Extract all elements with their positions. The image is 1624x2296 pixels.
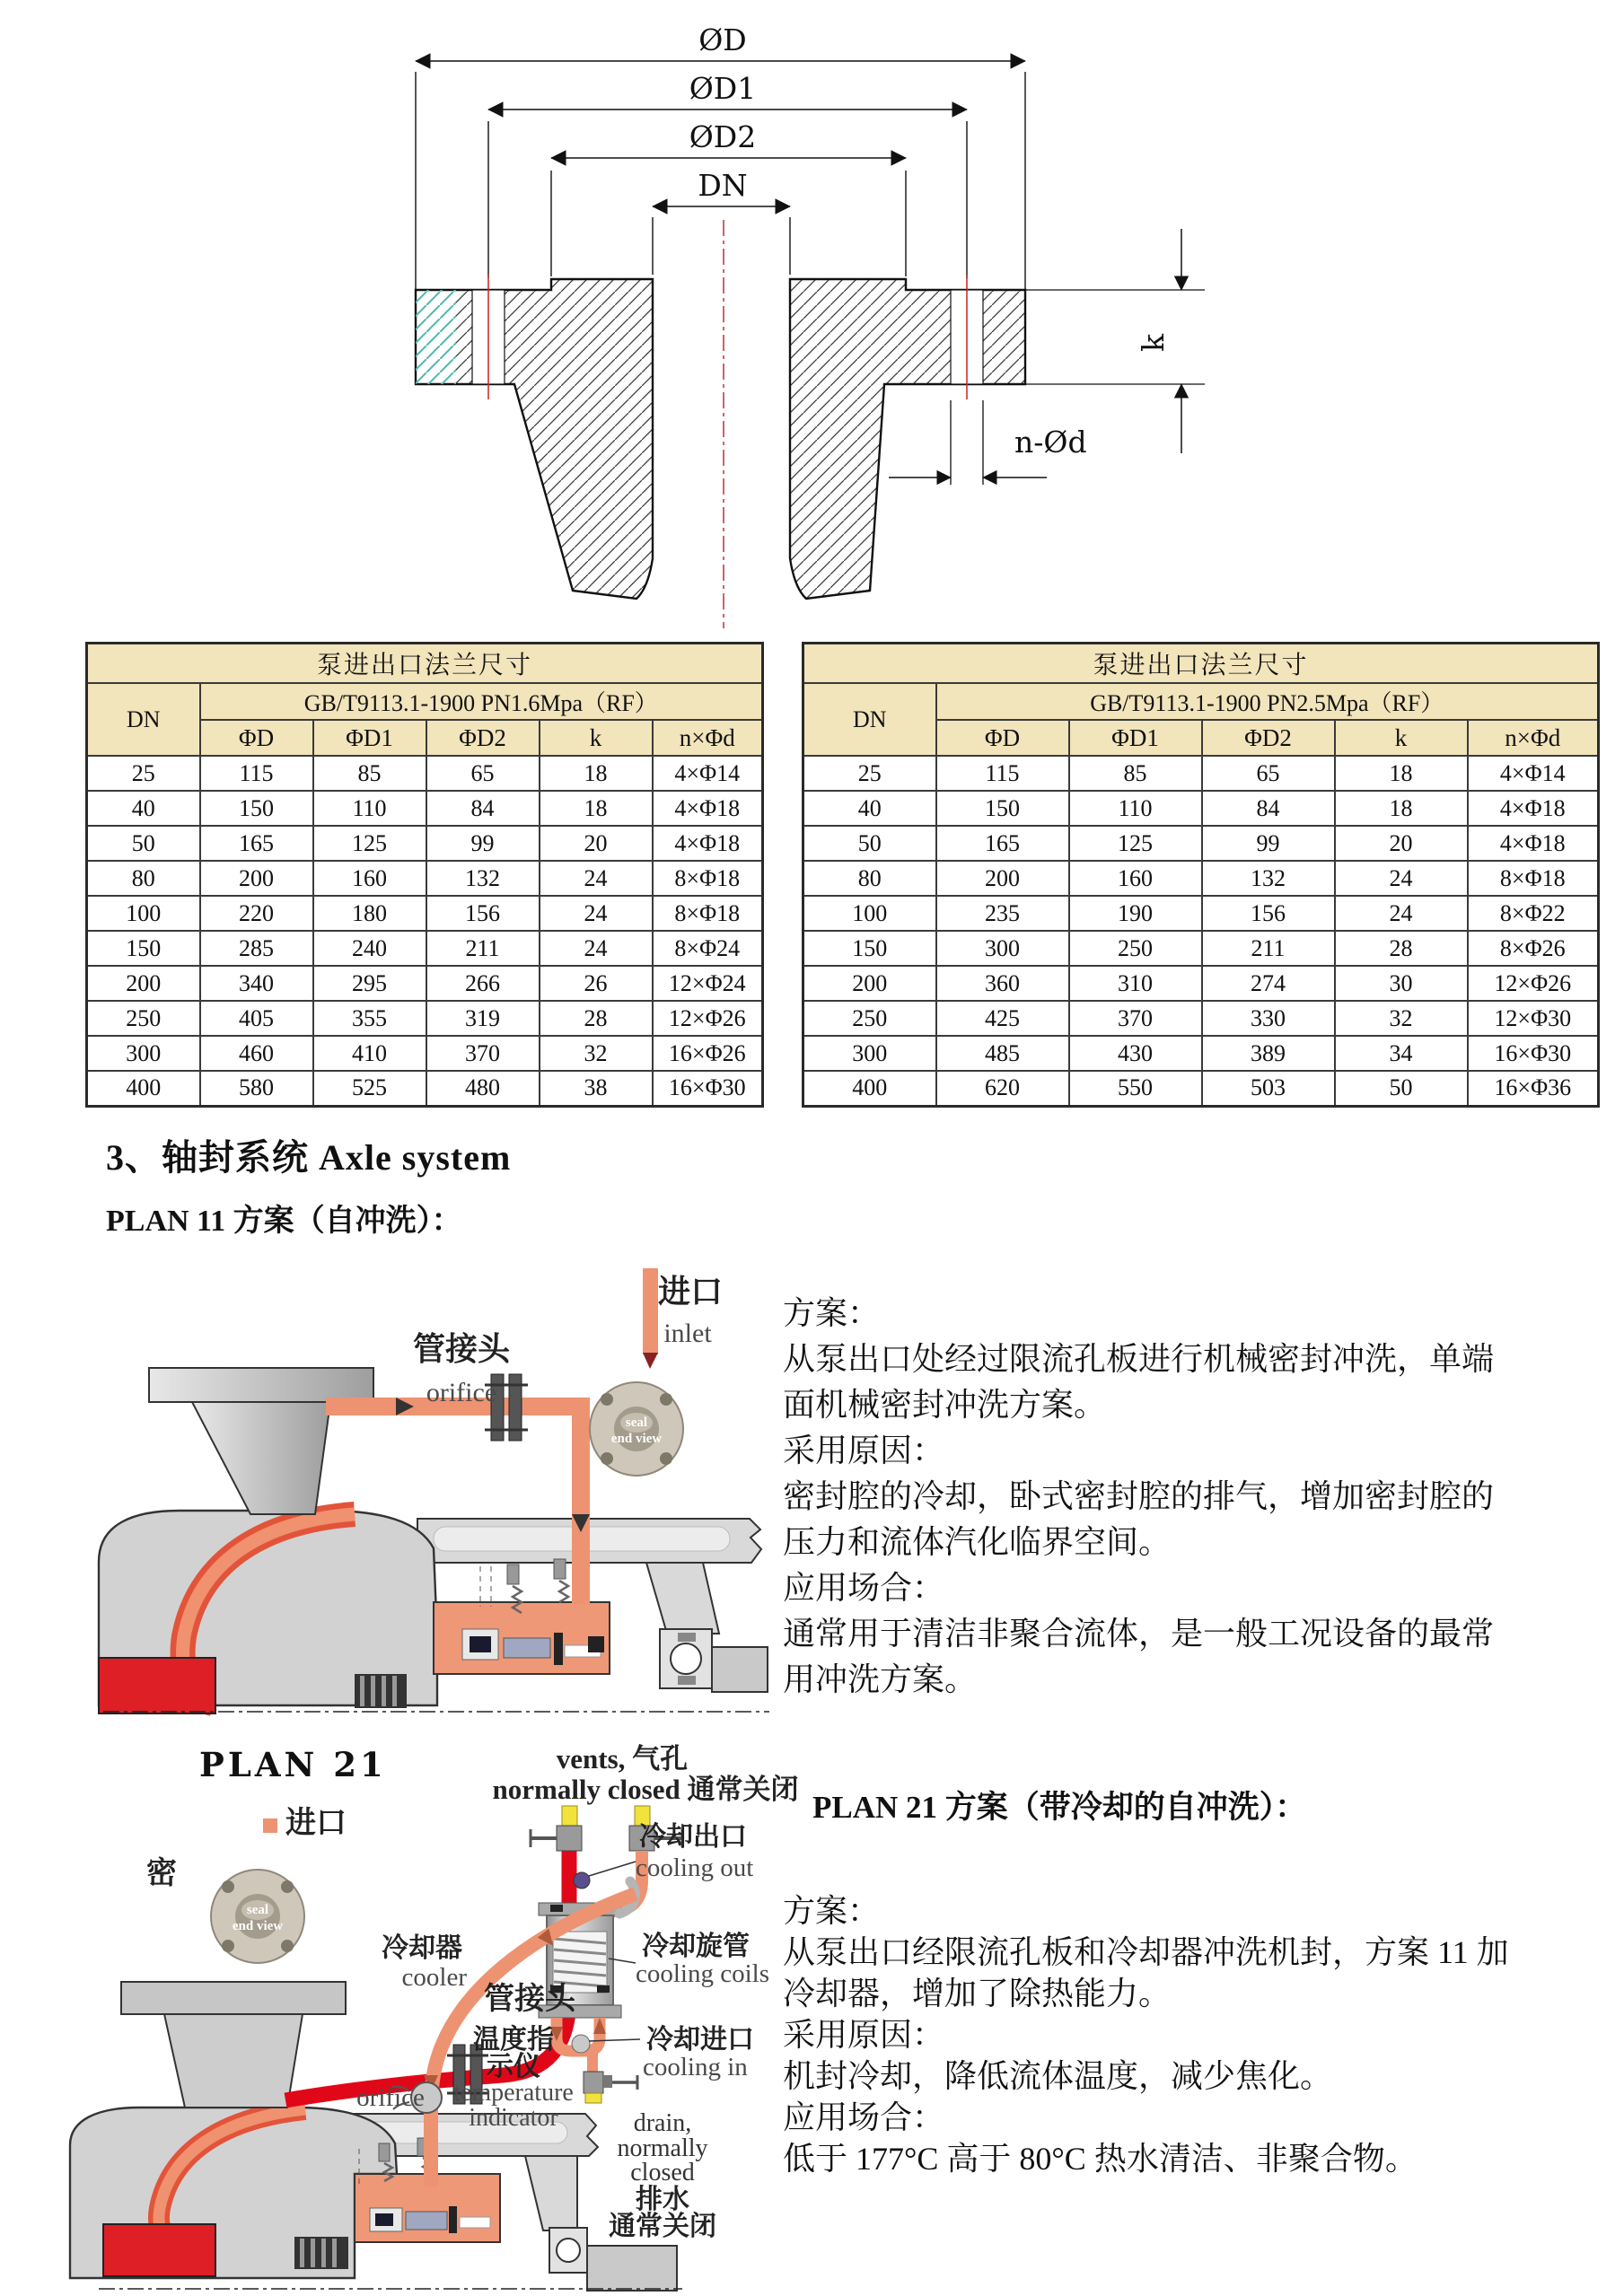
table-cell: 20	[1335, 826, 1468, 861]
flange-table-pn16	[85, 642, 764, 1108]
table-cell: 235	[936, 896, 1069, 931]
table-row	[87, 861, 763, 896]
plan21-diagram	[54, 1737, 862, 2296]
coils-label-en: cooling coils	[636, 1959, 770, 1988]
plan21-caption: PLAN 21	[199, 1745, 387, 1784]
table-cell: 28	[540, 1001, 653, 1036]
table-cell: 125	[313, 826, 426, 861]
dim-nod	[889, 400, 1087, 485]
table-row	[87, 896, 763, 931]
table-cell: 16×Φ30	[1468, 1036, 1599, 1071]
table-cell: 274	[1202, 966, 1335, 1001]
cooling-in-port	[572, 2035, 590, 2053]
temp-label-cn2: 示仪	[487, 2052, 540, 2081]
table-cell: 50	[87, 826, 200, 861]
table-row	[87, 931, 763, 966]
orifice-label: orifice	[356, 2083, 425, 2112]
inlet-nozzle	[149, 1368, 373, 1514]
table-cell: 18	[540, 791, 653, 826]
table-cell: 156	[1202, 896, 1335, 931]
table-cell: 85	[313, 756, 426, 791]
table-cell: 160	[1069, 861, 1202, 896]
drain-label-3: closed	[630, 2159, 695, 2186]
temp-label-en2: indicator	[469, 2104, 558, 2132]
table-cell: 410	[313, 1036, 426, 1071]
drain-label-1: drain,	[633, 2109, 692, 2137]
table-row	[803, 791, 1599, 826]
text-line: 从泵出口经限流孔板和冷却器冲洗机封，方案 11 加	[783, 1934, 1509, 1970]
table-cell: 165	[936, 826, 1069, 861]
table-cell: 211	[1202, 931, 1335, 966]
volute-red-block	[103, 2224, 215, 2276]
table-cell: 211	[426, 931, 540, 966]
table-row	[87, 1001, 763, 1036]
seal-label-1: seal	[625, 1415, 648, 1430]
table-cell: 132	[1202, 861, 1335, 896]
temp-label-cn1: 温度指	[473, 2025, 554, 2055]
table-cell: 25	[87, 756, 200, 791]
cooling-in-label-cn: 冷却进口	[646, 2025, 754, 2055]
table-cell: 200	[803, 966, 936, 1001]
table-row	[803, 1036, 1599, 1071]
table-cell: 295	[313, 966, 426, 1001]
bracket-leg	[525, 2156, 577, 2230]
table-cell: 80	[803, 861, 936, 896]
table-cell: 4×Φ18	[1468, 791, 1599, 826]
mi-label: 密	[146, 1857, 177, 1890]
plan11-title: PLAN 11 方案（自冲洗）：	[106, 1205, 462, 1238]
text-line: 通常用于清洁非聚合流体，是一般工况设备的最常	[783, 1616, 1495, 1652]
table-cell: 115	[200, 756, 313, 791]
table-cell: 389	[1202, 1036, 1335, 1071]
drain-label-4: 排水	[636, 2185, 689, 2214]
text-line: 密封腔的冷却，卧式密封腔的排气，增加密封腔的	[783, 1478, 1495, 1514]
inlet-pipe	[643, 1268, 658, 1354]
table-row	[803, 1071, 1599, 1106]
table-row	[87, 1036, 763, 1071]
table-cell: 160	[313, 861, 426, 896]
table-cell: 355	[313, 1001, 426, 1036]
table-cell: 115	[936, 756, 1069, 791]
vents-label-1: vents, 气孔	[556, 1743, 689, 1775]
table-cell: 20	[540, 826, 653, 861]
table-cell: 266	[426, 966, 540, 1001]
table-cell: 405	[200, 1001, 313, 1036]
table-row	[87, 826, 763, 861]
table-row	[803, 931, 1599, 966]
table-cell: 330	[1202, 1001, 1335, 1036]
table-cell: 370	[426, 1036, 540, 1071]
table-cell: 24	[540, 896, 653, 931]
dim-nod-label: n-Ød	[1014, 425, 1087, 460]
col-header: ΦD1	[1069, 720, 1202, 756]
dim-dn	[653, 168, 790, 275]
inlet-arrow	[643, 1353, 658, 1369]
table-cell: 400	[803, 1071, 936, 1106]
table-cell: 80	[87, 861, 200, 896]
text-line: 方案：	[783, 1893, 881, 1929]
col-header: ΦD2	[1202, 720, 1335, 756]
plan21-heading: PLAN 21 方案（带冷却的自冲洗）：	[812, 1790, 1307, 1825]
seal-end-view	[211, 1870, 304, 1963]
text-line: 压力和流体汽化临界空间。	[783, 1524, 1172, 1560]
table-cell: 65	[426, 756, 540, 791]
table-row	[87, 1071, 763, 1106]
inlet-label-cn: 进口	[285, 1807, 347, 1840]
table-cell: 84	[1202, 791, 1335, 826]
bearing-ball	[557, 2239, 580, 2262]
table-cell: 250	[803, 1001, 936, 1036]
table-cell: 180	[313, 896, 426, 931]
shaft	[712, 1647, 768, 1692]
table-body	[803, 756, 1599, 1106]
table-cell: 150	[803, 931, 936, 966]
table-row	[803, 966, 1599, 1001]
table-body	[87, 756, 763, 1106]
vents-label-2: normally closed 通常关闭	[492, 1774, 799, 1805]
table-cell: 8×Φ24	[653, 931, 763, 966]
spring	[559, 1581, 568, 1602]
table-title: 泵进出口法兰尺寸	[87, 644, 763, 684]
inlet-swatch	[263, 1818, 277, 1833]
col-header: ΦD1	[313, 720, 426, 756]
table-row	[803, 826, 1599, 861]
table-cell: 285	[200, 931, 313, 966]
drain-label-5: 通常关闭	[609, 2212, 716, 2241]
dim-od1-label: ØD1	[689, 71, 757, 106]
table-cell: 100	[87, 896, 200, 931]
col-header: ΦD	[936, 720, 1069, 756]
standard-header: GB/T9113.1-1900 PN1.6Mpa（RF）	[200, 683, 763, 720]
table-cell: 360	[936, 966, 1069, 1001]
volute-red-block	[99, 1658, 215, 1713]
text-line: 机封冷却，降低流体温度，减少焦化。	[783, 2058, 1333, 2094]
table-cell: 110	[1069, 791, 1202, 826]
col-header: k	[540, 720, 653, 756]
table-cell: 125	[1069, 826, 1202, 861]
table-cell: 300	[803, 1036, 936, 1071]
table-cell: 250	[87, 1001, 200, 1036]
table-cell: 300	[87, 1036, 200, 1071]
inlet-label-cn: 进口	[657, 1274, 724, 1310]
table-cell: 340	[200, 966, 313, 1001]
table-row	[87, 966, 763, 1001]
seal-label-2: end view	[232, 1919, 284, 1933]
shaft	[587, 2246, 677, 2291]
table-cell: 18	[1335, 756, 1468, 791]
table-cell: 550	[1069, 1071, 1202, 1106]
table-cell: 240	[313, 931, 426, 966]
text-line: 用冲洗方案。	[783, 1661, 978, 1697]
table-cell: 4×Φ14	[1468, 756, 1599, 791]
table-cell: 319	[426, 1001, 540, 1036]
dim-dn-label: DN	[698, 168, 748, 203]
flange-section	[416, 220, 1025, 628]
table-row	[803, 1001, 1599, 1036]
table-cell: 485	[936, 1036, 1069, 1071]
table-cell: 580	[200, 1071, 313, 1106]
table-cell: 12×Φ24	[653, 966, 763, 1001]
text-line: 从泵出口处经过限流孔板进行机械密封冲洗，单端	[783, 1341, 1495, 1377]
table-cell: 24	[1335, 896, 1468, 931]
table-cell: 503	[1202, 1071, 1335, 1106]
flange-dimension-drawing	[386, 9, 1239, 637]
table-cell: 250	[1069, 931, 1202, 966]
connector-label-cn: 管接头	[412, 1331, 511, 1367]
valve-body	[584, 2072, 603, 2093]
table-cell: 26	[540, 966, 653, 1001]
table-cell: 16×Φ36	[1468, 1071, 1599, 1106]
drain-cap	[585, 2093, 601, 2103]
text-line: 应用场合：	[783, 1570, 945, 1606]
text-line: 方案：	[783, 1295, 881, 1331]
table-cell: 8×Φ22	[1468, 896, 1599, 931]
table-row	[87, 791, 763, 826]
table-cell: 25	[803, 756, 936, 791]
table-cell: 100	[803, 896, 936, 931]
table-cell: 220	[200, 896, 313, 931]
table-cell: 156	[426, 896, 540, 931]
col-header: ΦD2	[426, 720, 540, 756]
table-cell: 4×Φ14	[653, 756, 763, 791]
table-cell: 200	[87, 966, 200, 1001]
table-cell: 34	[1335, 1036, 1468, 1071]
temp-label-en1: temperature	[453, 2079, 574, 2107]
cooling-out-label-en: cooling out	[636, 1853, 754, 1882]
gasket-area	[416, 290, 456, 384]
drain-label-2: normally	[617, 2134, 708, 2162]
table-cell: 32	[540, 1036, 653, 1071]
col-header: k	[1335, 720, 1468, 756]
bearing-ball	[671, 1643, 701, 1674]
col-header: n×Φd	[653, 720, 763, 756]
valve-body	[557, 1826, 582, 1851]
table-cell: 200	[936, 861, 1069, 896]
dim-k	[1025, 229, 1205, 453]
dn-header: DN	[87, 683, 200, 756]
table-cell: 16×Φ30	[653, 1071, 763, 1106]
table-cell: 24	[540, 931, 653, 966]
table-cell: 85	[1069, 756, 1202, 791]
table-cell: 310	[1069, 966, 1202, 1001]
cooler-label-cn: 冷却器	[382, 1933, 462, 1963]
text-line: 低于 177°C 高于 80°C 热水清洁、非聚合物。	[783, 2141, 1418, 2177]
table-cell: 525	[313, 1071, 426, 1106]
dn-header: DN	[803, 683, 936, 756]
table-cell: 32	[1335, 1001, 1468, 1036]
standard-header: GB/T9113.1-1900 PN2.5Mpa（RF）	[936, 683, 1599, 720]
table-cell: 99	[1202, 826, 1335, 861]
table-cell: 4×Φ18	[1468, 826, 1599, 861]
seal-label-2: end view	[610, 1432, 663, 1446]
dim-k-label: k	[1136, 334, 1171, 352]
table-cell: 24	[540, 861, 653, 896]
table-cell: 40	[803, 791, 936, 826]
table-cell: 150	[87, 931, 200, 966]
text-line: 采用原因：	[783, 2017, 945, 2053]
text-line: 应用场合：	[783, 2099, 945, 2135]
table-cell: 12×Φ30	[1468, 1001, 1599, 1036]
bracket-leg	[646, 1563, 719, 1634]
plan21-description	[783, 1890, 1609, 2179]
dim-od-label: ØD	[698, 22, 747, 57]
table-cell: 18	[1335, 791, 1468, 826]
table-cell: 84	[426, 791, 540, 826]
table-row	[803, 756, 1599, 791]
table-cell: 16×Φ26	[653, 1036, 763, 1071]
text-line: 面机械密封冲洗方案。	[783, 1387, 1107, 1423]
table-cell: 132	[426, 861, 540, 896]
text-line: 冷却器，增加了除热能力。	[783, 1976, 1172, 2011]
table-cell: 425	[936, 1001, 1069, 1036]
table-cell: 12×Φ26	[653, 1001, 763, 1036]
table-cell: 30	[1335, 966, 1468, 1001]
table-title: 泵进出口法兰尺寸	[803, 644, 1599, 684]
table-cell: 110	[313, 791, 426, 826]
seal-end-view	[590, 1382, 683, 1476]
orifice-label: orifice	[426, 1378, 497, 1407]
table-cell: 8×Φ18	[653, 861, 763, 896]
col-header: n×Φd	[1468, 720, 1599, 756]
table-cell: 400	[87, 1071, 200, 1106]
table-cell: 150	[936, 791, 1069, 826]
leader-line	[589, 1862, 636, 1876]
table-cell: 8×Φ18	[653, 896, 763, 931]
cooling-out-port	[574, 1872, 590, 1889]
table-cell: 65	[1202, 756, 1335, 791]
seal-label-1: seal	[246, 1903, 269, 1917]
table-cell: 150	[200, 791, 313, 826]
table-cell: 190	[1069, 896, 1202, 931]
cooling-in-label-en: cooling in	[643, 2053, 748, 2081]
table-cell: 165	[200, 826, 313, 861]
table-cell: 18	[540, 756, 653, 791]
dim-od2-label: ØD2	[689, 119, 757, 154]
coils-label-cn: 冷却旋管	[642, 1932, 750, 1961]
col-header: ΦD	[200, 720, 313, 756]
flange-table-pn25	[802, 642, 1600, 1108]
section-heading: 3、轴封系统 Axle system	[106, 1137, 512, 1178]
cooler-label-en: cooler	[401, 1963, 467, 1992]
table-cell: 24	[1335, 861, 1468, 896]
table-cell: 460	[200, 1036, 313, 1071]
table-row	[803, 896, 1599, 931]
connector-label-cn: 管接头	[484, 1983, 575, 2016]
inlet-label-en: inlet	[663, 1319, 712, 1348]
table-cell: 38	[540, 1071, 653, 1106]
table-cell: 430	[1069, 1036, 1202, 1071]
table-cell: 4×Φ18	[653, 826, 763, 861]
table-row	[803, 861, 1599, 896]
cooling-out-label-cn: 冷却出口	[639, 1822, 747, 1852]
table-cell: 8×Φ26	[1468, 931, 1599, 966]
plan11-diagram	[85, 1252, 781, 1741]
vent-cap	[562, 1806, 577, 1826]
table-cell: 8×Φ18	[1468, 861, 1599, 896]
table-cell: 4×Φ18	[653, 791, 763, 826]
table-cell: 99	[426, 826, 540, 861]
table-cell: 300	[936, 931, 1069, 966]
table-cell: 28	[1335, 931, 1468, 966]
plan11-description	[783, 1291, 1591, 1703]
text-line: 采用原因：	[783, 1433, 945, 1468]
table-cell: 480	[426, 1071, 540, 1106]
table-row	[87, 756, 763, 791]
table-cell: 200	[200, 861, 313, 896]
table-cell: 620	[936, 1071, 1069, 1106]
table-cell: 50	[803, 826, 936, 861]
table-cell: 12×Φ26	[1468, 966, 1599, 1001]
table-cell: 40	[87, 791, 200, 826]
table-cell: 370	[1069, 1001, 1202, 1036]
dim-od	[416, 22, 1025, 290]
table-cell: 50	[1335, 1071, 1468, 1106]
